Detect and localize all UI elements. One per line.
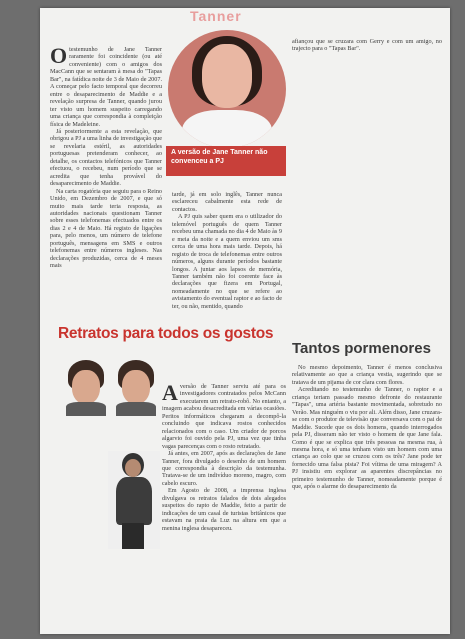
portrait-sketch	[114, 360, 158, 416]
dropcap: A	[162, 380, 178, 405]
paragraph: tarde, já em solo inglês, Tanner nunca esclareceu cabalmente esta rede de contactos.	[172, 191, 282, 213]
paragraph: Em Agosto de 2008, a imprensa inglesa divulgava os retratos falados de dois alegados suspeitos do rapto de Maddie, feito a partir de indicações de um casal de turistas britânicos que estavam na praia da Luz na altura em que a menina inglesa desapareceu.	[162, 487, 286, 532]
dropcap: O	[50, 43, 68, 68]
paragraph: No mesmo depoimento, Tanner é menos conclusiva relativamente ao que a criança vestia, sugerindo que se tratava de um pijama de cor clara com flores.	[292, 364, 442, 386]
column-3	[292, 38, 442, 53]
section-title: Retratos para todos os gostos	[58, 325, 274, 342]
paragraph: Já antes, em 2007, após as declarações de Jane Tanner, fora divulgado o desenho de um homem que correspondia à descrição da testemunha. Tratava-se de um indivíduo moreno, magro, com cabelo escuro.	[162, 450, 286, 487]
paragraph: Acreditando no testemunho de Tanner, o raptor e a criança teriam passado mesmo defronte do restaurante "Tapas", uma artéria bastante movimentada, sobretudo no Verão. Mas ninguém o viu por ali. Além disso, Jane cruzara-se com o produtor de televisão que conversava com o pai de Maddie. Sucede que os dois homens, quando interrogados pela PJ, disseram não ter visto o homem de que Jane fala. Como é que se explica que três pessoas na mesma rua, à mesma hora, e só uma tenham visto um homem com uma criança ao colo que se cruzou com os três? Jane pode ter fornecido uma falsa pista? Foi vítima de uma miragem? A PJ insistiu em explorar as aparentes discrepâncias no primeiro testemunho de Tanner, nomeadamente porque é que, após o alarme do desaparecimento da	[292, 386, 442, 491]
suspect-figure-sketch	[108, 451, 160, 549]
paragraph: afiançou que se cruzara com Gerry e com um amigo, no trajecto para o "Tapas Bar".	[292, 38, 442, 53]
paragraph: Já posteriormente a esta revelação, que obrigou a PJ a uma linha de investigação que se revelaria estéril, as autoridades portuguesas pretenderam conhecer, ao detalhe, os contactos telefónicos que Tanner efectuou, o recebeu, num período que se acredita que tenha provável do desaparecimento de Maddie.	[50, 127, 162, 188]
column-1	[50, 43, 163, 270]
paragraph: Na carta rogatória que seguiu para o Reino Unido, em Dezembro de 2007, e que só muito mais tarde teria resposta, as autoridades nacionais questionam Tanner sobre esses telefonemas efectuados entre os dias 2 e 4 de Maio. Há registo de ligações para, pelo menos, um número de telefone português, mensagens em SMS e outros telefonemas entre números ingleses. Nas declarações produzidas, cerca de 4 meses mais	[50, 187, 163, 270]
suspect-portraits	[64, 360, 160, 418]
column-2	[172, 191, 282, 310]
paragraph: testemunho de Jane Tanner raramente foi coincidente (ou até conveniente) com o amigos dos MacCann que se sentaram à mesa do "Tapas Bar", na fatídica noite de 3 de Maio de 2007. A começar pelo facto temporal que decorreu entre o desaparecimento de Maddie e a revelação surpresa de Tanner, quando jurou ter visto um homem suspeito carregando uma criança que correspondia à compleição física de Madeleine.	[50, 46, 162, 128]
newspaper-page	[40, 8, 450, 634]
paragraph: A PJ quis saber quem era o utilizador do telemóvel português de quem Tanner recebeu uma chamada no dia 4 de Maio às 9 e meia da noite e a quem enviou um sms cerca de uma hora mais tarde. Depois, há registo de troca de telefonemas entre outros números, alguns durante períodos bastante longos. A juntar aos lapsos de memória, Tanner também não foi coerente face às declarações que fizera em Portugal, nomeadamente no que se refere ao avistamento do eventual raptor e ao facto de ter, ou não, mentido, quando	[172, 213, 282, 310]
photo-caption: A versão de Jane Tanner não convenceu a PJ	[166, 146, 286, 176]
paragraph: versão de Tanner serviu até para os investigadores contratados pelos McCann executarem um retrato-robô. No entanto, a imagem acabou desacreditada em várias ocasiões. Peritos informáticos chegaram a decompô-la concluindo que indicava rostos conhecidos relacionados com o caso. Um criador de porcos algarvio foi ouvido pela PJ, uma vez que tinha vagas parecenças com o rosto retratado.	[162, 383, 286, 450]
subheading: Tantos pormenores	[292, 340, 431, 357]
portrait-sketch	[64, 360, 108, 416]
header-fragment: Tanner	[190, 8, 242, 22]
jane-tanner-photo	[168, 30, 286, 148]
column-4	[162, 380, 286, 532]
column-3b	[292, 364, 442, 491]
